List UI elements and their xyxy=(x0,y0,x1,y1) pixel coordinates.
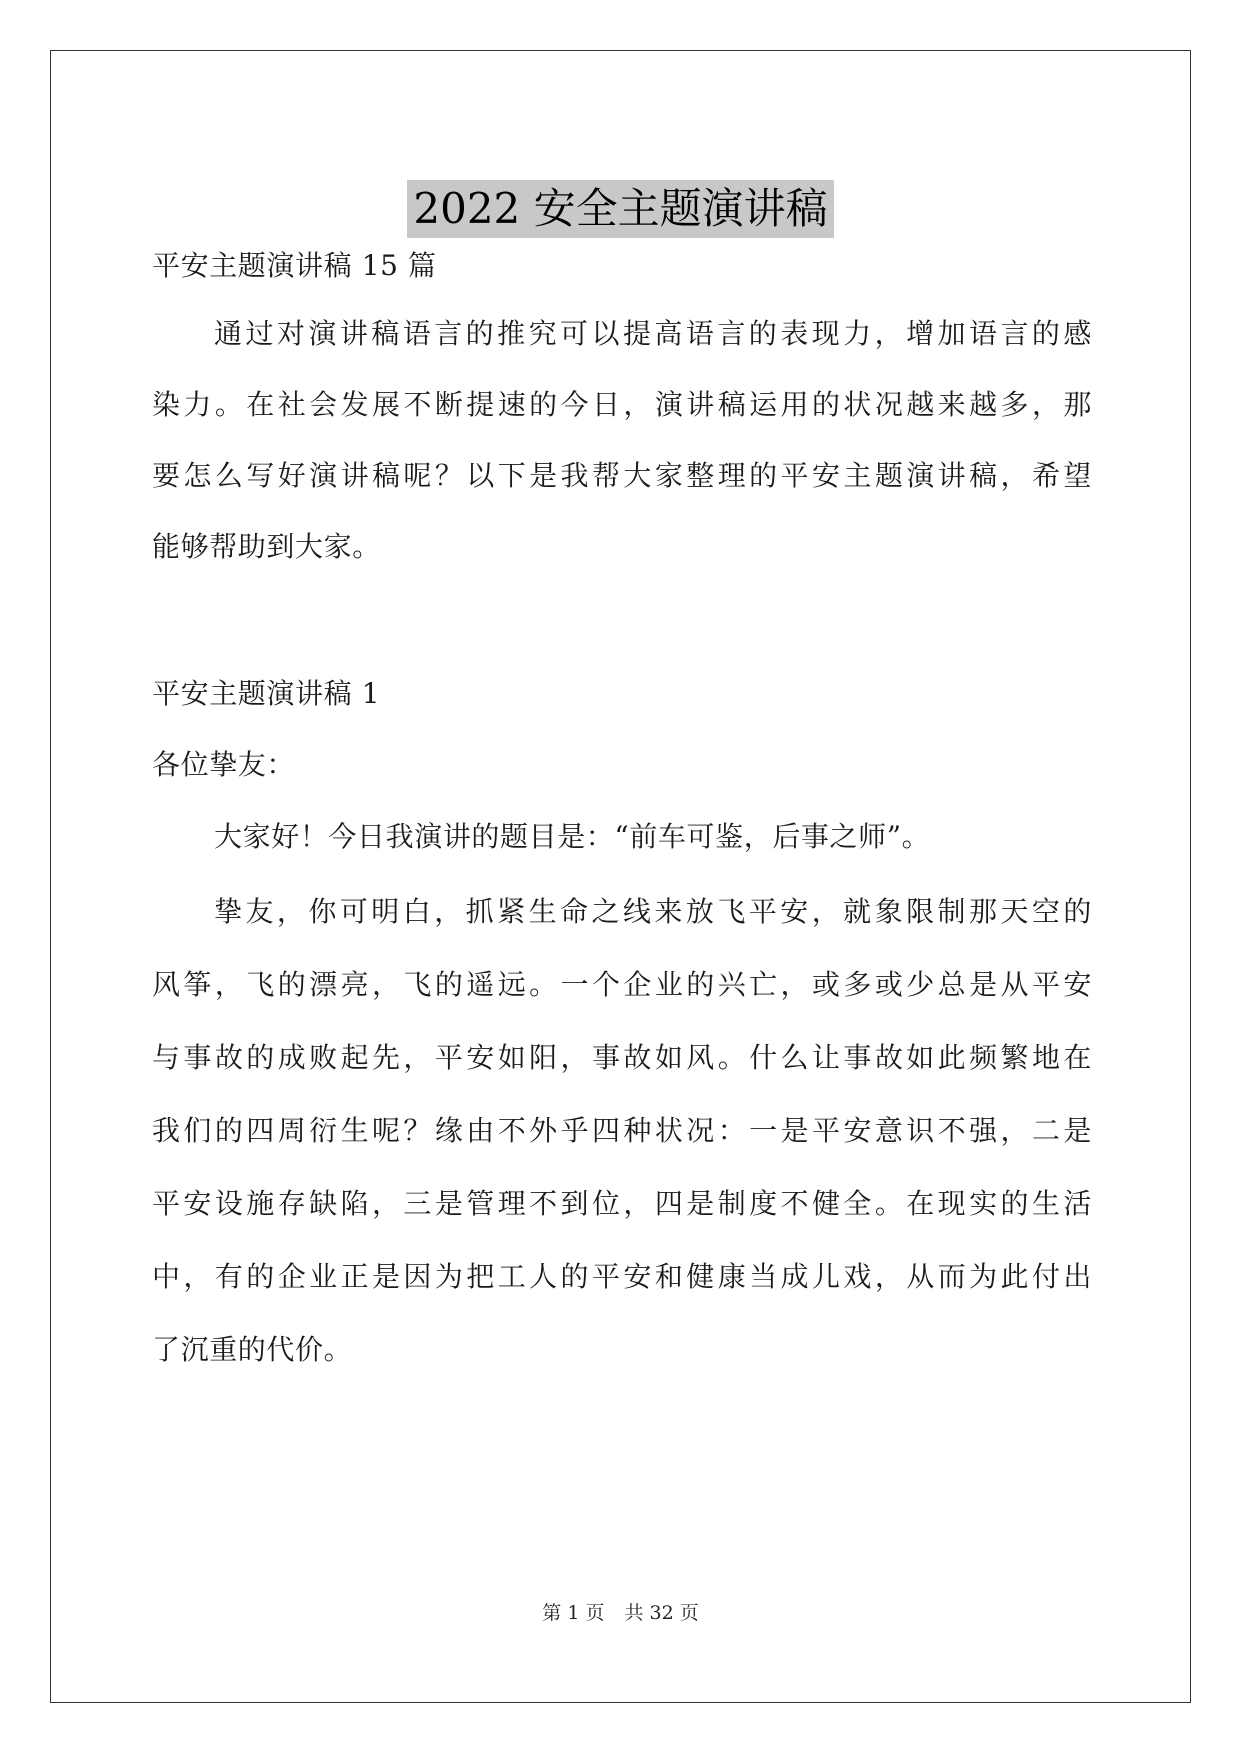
page-total: 共 32 页 xyxy=(624,1602,699,1624)
body-line: 了沉重的代价。 xyxy=(152,1333,353,1366)
body-line: 我们的四周衍生呢？缘由不外乎四种状况：一是平安意识不强，二是 xyxy=(152,1114,1092,1147)
document-title: 2022 安全主题演讲稿 xyxy=(407,180,833,238)
intro-line: 染力。在社会发展不断提速的今日，演讲稿运用的状况越来越多，那 xyxy=(152,388,1092,421)
intro-line: 通过对演讲稿语言的推究可以提高语言的表现力，增加语言的感 xyxy=(214,317,1092,350)
page-border xyxy=(50,50,1191,1703)
body-line: 中，有的企业正是因为把工人的平安和健康当成儿戏，从而为此付出 xyxy=(152,1260,1092,1293)
greeting-line: 大家好！今日我演讲的题目是：“前车可鉴，后事之师”。 xyxy=(214,820,931,853)
intro-line: 要怎么写好演讲稿呢？以下是我帮大家整理的平安主题演讲稿，希望 xyxy=(152,459,1092,492)
body-line: 挚友，你可明白，抓紧生命之线来放飞平安，就象限制那天空的 xyxy=(214,895,1092,928)
page-footer xyxy=(0,1600,1241,1626)
body-line: 风筝，飞的漂亮，飞的遥远。一个企业的兴亡，或多或少总是从平安 xyxy=(152,968,1092,1001)
intro-line: 能够帮助到大家。 xyxy=(152,530,381,563)
page-number: 第 1 页 xyxy=(542,1602,605,1624)
body-line: 平安设施存缺陷，三是管理不到位，四是制度不健全。在现实的生活 xyxy=(152,1187,1092,1220)
section-heading: 平安主题演讲稿 1 xyxy=(152,677,381,710)
body-line: 与事故的成败起先，平安如阳，事故如风。什么让事故如此频繁地在 xyxy=(152,1041,1092,1074)
document-subtitle: 平安主题演讲稿 15 篇 xyxy=(152,249,437,282)
salutation: 各位挚友： xyxy=(152,748,296,781)
